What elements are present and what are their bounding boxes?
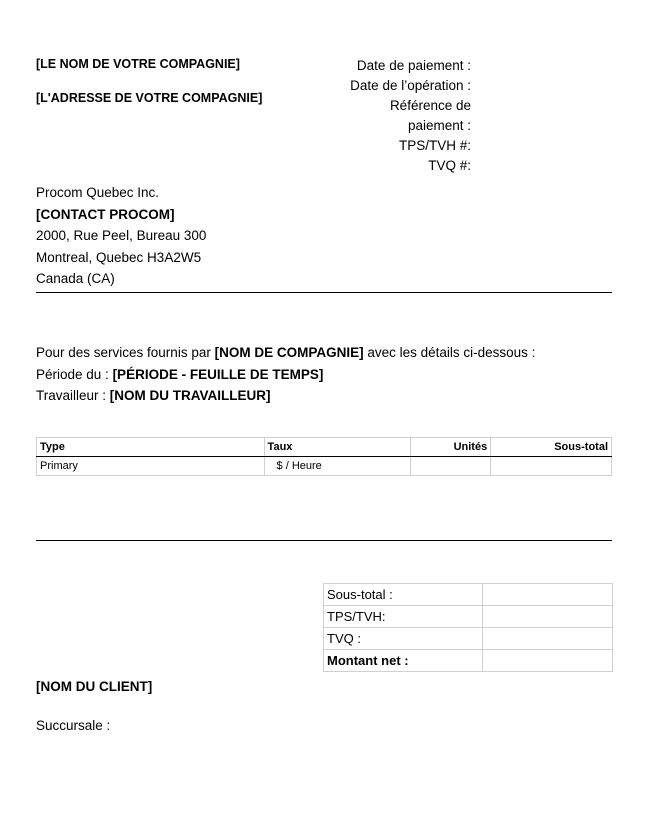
tps-tvh-label: TPS/TVH #: bbox=[398, 138, 471, 153]
payment-info bbox=[311, 56, 471, 176]
cell-units bbox=[411, 457, 491, 476]
items-table bbox=[36, 437, 612, 476]
divider-middle bbox=[36, 540, 612, 541]
divider-top bbox=[36, 292, 612, 293]
totals-row-tps bbox=[324, 606, 613, 628]
recipient-country: Canada (CA) bbox=[36, 271, 115, 286]
cell-rate: $ / Heure bbox=[264, 457, 411, 476]
company-name: [LE NOM DE VOTRE COMPAGNIE] bbox=[36, 57, 240, 71]
payment-date-label: Date de paiement : bbox=[356, 58, 471, 73]
period-line: Période du : [PÉRIODE - FEUILLE DE TEMPS] bbox=[36, 366, 324, 382]
payment-reference-label-2: paiement : bbox=[407, 118, 471, 133]
net-amount-label: Montant net : bbox=[324, 650, 483, 672]
items-header-row bbox=[37, 438, 612, 457]
totals-table bbox=[323, 583, 613, 672]
tps-value bbox=[482, 606, 612, 628]
services-line: Pour des services fournis par [NOM DE COMPAGNIE] avec les détails ci-dessous : bbox=[36, 345, 536, 360]
payment-reference-label-1: Référence de bbox=[389, 98, 471, 113]
recipient-name: Procom Quebec Inc. bbox=[36, 185, 160, 200]
services-paragraph bbox=[36, 342, 535, 407]
worker-line: Travailleur : [NOM DU TRAVAILLEUR] bbox=[36, 388, 271, 403]
subtotal-label: Sous-total : bbox=[324, 584, 483, 606]
totals-row-subtotal bbox=[324, 584, 613, 606]
net-amount-value bbox=[482, 650, 612, 672]
period-value: [PÉRIODE - FEUILLE DE TEMPS] bbox=[112, 366, 324, 382]
tvq-value bbox=[482, 628, 612, 650]
worker-value: [NOM DU TRAVAILLEUR] bbox=[109, 388, 271, 403]
recipient-city: Montreal, Quebec H3A2W5 bbox=[36, 249, 202, 265]
cell-subtotal bbox=[491, 457, 612, 476]
header-subtotal: Sous-total bbox=[491, 438, 612, 457]
header-rate: Taux bbox=[264, 438, 411, 457]
recipient-street: 2000, Rue Peel, Bureau 300 bbox=[36, 228, 207, 243]
operation-date-label: Date de l’opération : bbox=[350, 78, 471, 93]
company-address: [L'ADRESSE DE VOTRE COMPAGNIE] bbox=[36, 91, 263, 105]
cell-type: Primary bbox=[37, 457, 265, 476]
table-row bbox=[37, 457, 612, 476]
recipient-address bbox=[36, 182, 206, 290]
client-name: [NOM DU CLIENT] bbox=[36, 679, 153, 694]
header-type: Type bbox=[37, 438, 265, 457]
header-units: Unités bbox=[411, 438, 491, 457]
subtotal-value bbox=[482, 584, 612, 606]
branch-label: Succursale : bbox=[36, 718, 111, 733]
tvq-label: TVQ #: bbox=[428, 158, 471, 173]
tvq-total-label: TVQ : bbox=[324, 628, 483, 650]
services-company: [NOM DE COMPAGNIE] bbox=[214, 345, 364, 360]
tps-label: TPS/TVH: bbox=[324, 606, 483, 628]
recipient-contact: [CONTACT PROCOM] bbox=[36, 206, 175, 222]
totals-row-tvq bbox=[324, 628, 613, 650]
totals-row-net bbox=[324, 650, 613, 672]
